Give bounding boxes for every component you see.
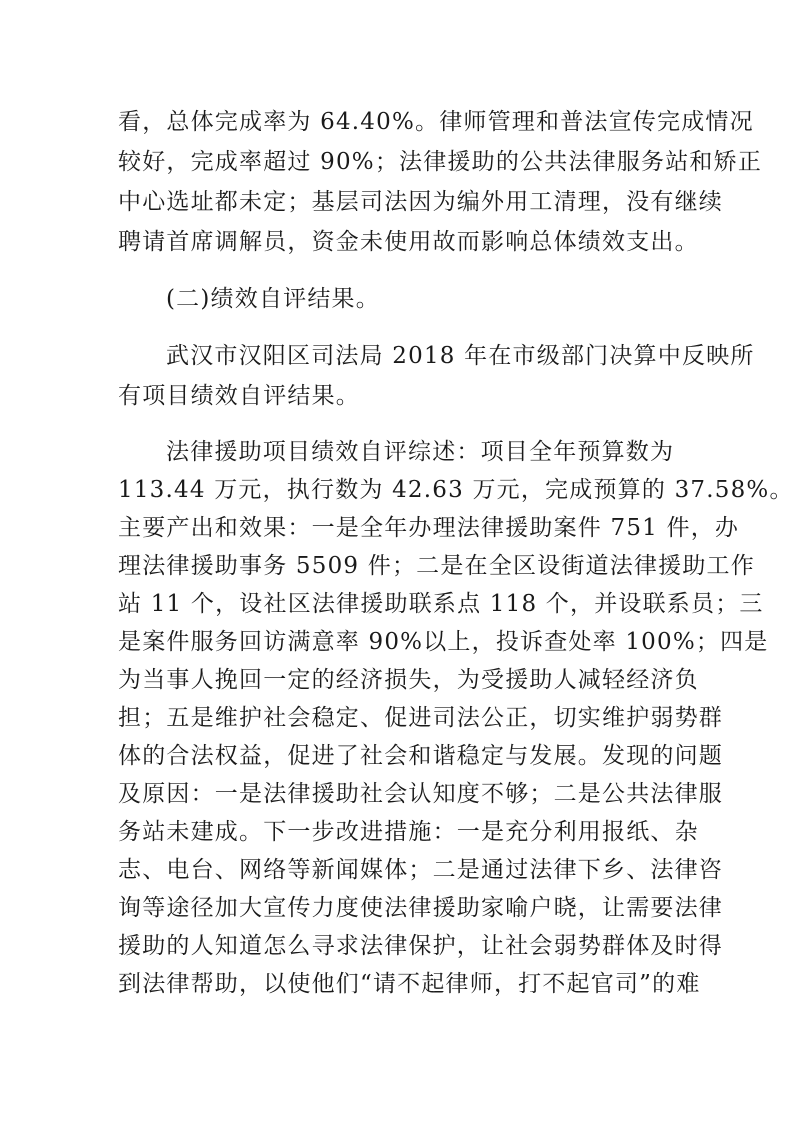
paragraph-4-line-9: 体的合法权益，促进了社会和谐稳定与发展。发现的问题 [118, 743, 723, 769]
paragraph-4-line-6: 是案件服务回访满意率 90%以上，投诉查处率 100%；四是 [118, 629, 769, 655]
paragraph-1-line-4: 聘请首席调解员，资金未使用故而影响总体绩效支出。 [118, 229, 699, 255]
paragraph-4-line-8: 担；五是维护社会稳定、促进司法公正，切实维护弱势群 [118, 705, 723, 731]
paragraph-1-line-2: 较好，完成率超过 90%；法律援助的公共法律服务站和矫正 [118, 149, 763, 175]
paragraph-4-line-15: 到法律帮助，以使他们“请不起律师，打不起官司”的难 [118, 971, 701, 997]
paragraph-4-line-12: 志、电台、网络等新闻媒体；二是通过法律下乡、法律咨 [118, 857, 723, 883]
paragraph-4-line-13: 询等途径加大宣传力度使法律援助家喻户晓，让需要法律 [118, 895, 723, 921]
paragraph-4-line-2: 113.44 万元，执行数为 42.63 万元，完成预算的 37.58%。 [118, 477, 794, 503]
paragraph-4-line-14: 援助的人知道怎么寻求法律保护，让社会弱势群体及时得 [118, 933, 723, 959]
section-heading: (二)绩效自评结果。 [166, 286, 380, 312]
paragraph-4-line-5: 站 11 个，设社区法律援助联系点 118 个，并设联系员；三 [118, 591, 764, 617]
paragraph-4-line-3: 主要产出和效果：一是全年办理法律援助案件 751 件，办 [118, 515, 740, 541]
paragraph-4-line-11: 务站未建成。下一步改进措施：一是充分利用报纸、杂 [118, 819, 699, 845]
paragraph-4-line-10: 及原因：一是法律援助社会认知度不够；二是公共法律服 [118, 781, 723, 807]
paragraph-1-line-3: 中心选址都未定；基层司法因为编外用工清理，没有继续 [118, 189, 723, 215]
paragraph-3-line-1: 武汉市汉阳区司法局 2018 年在市级部门决算中反映所 [166, 343, 755, 369]
paragraph-3-line-2: 有项目绩效自评结果。 [118, 383, 360, 409]
paragraph-4-line-7: 为当事人挽回一定的经济损失，为受援助人减轻经济负 [118, 667, 699, 693]
paragraph-4-line-4: 理法律援助事务 5509 件；二是在全区设街道法律援助工作 [118, 553, 755, 579]
paragraph-1-line-1: 看，总体完成率为 64.40%。律师管理和普法宣传完成情况 [118, 109, 754, 135]
paragraph-4-line-1: 法律援助项目绩效自评综述：项目全年预算数为 [166, 439, 675, 465]
